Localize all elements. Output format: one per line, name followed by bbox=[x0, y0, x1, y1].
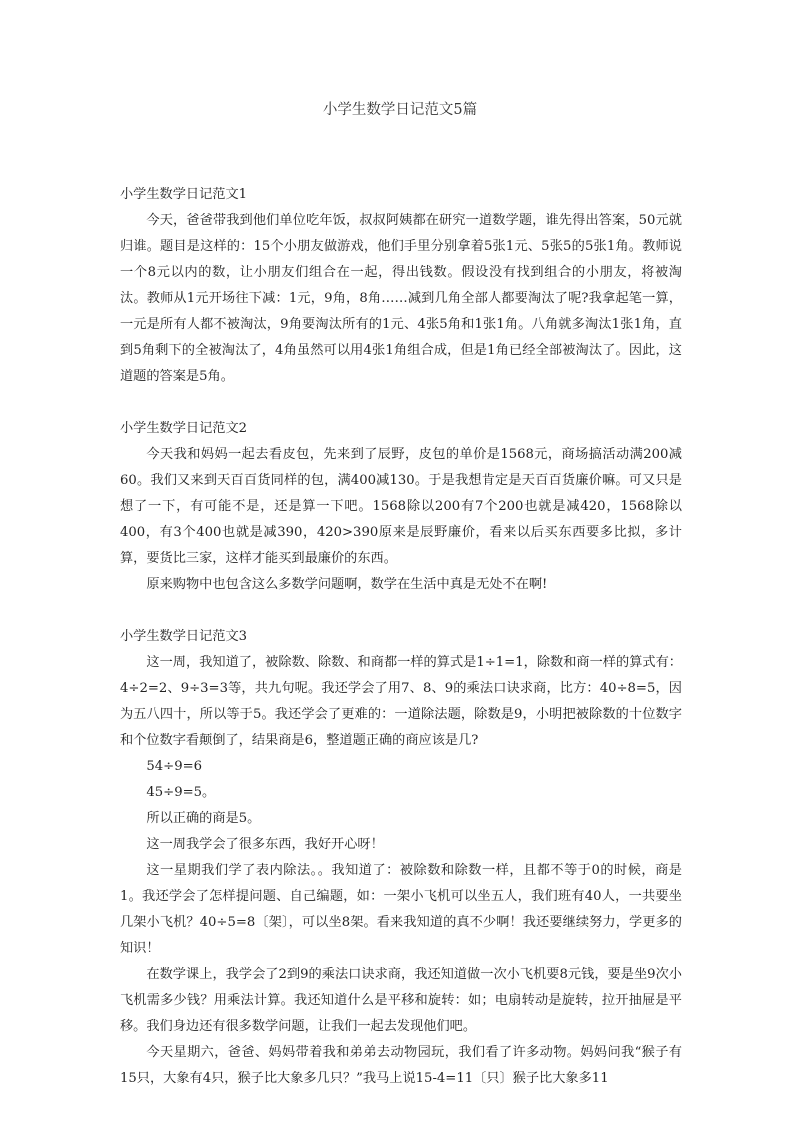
paragraph: 所以正确的商是5。 bbox=[146, 811, 261, 826]
paragraph: 这一周我学会了很多东西，我好开心呀！ bbox=[146, 837, 384, 852]
equation-line: 45÷9=5。 bbox=[146, 785, 216, 800]
paragraph: 今天星期六，爸爸、妈妈带着我和弟弟去动物园玩，我们看了许多动物。妈妈问我“猴子有15只，大象有4只，猴子比大象多几只？”我马上说15-4=11〔只〕猴子比大象多11 bbox=[120, 1045, 682, 1086]
paragraph: 今天，爸爸带我到他们单位吃年饭，叔叔阿姨都在研究一道数学题，谁先得出答案，50元就归谁。题目是这样的：15个小朋友做游戏，他们手里分别拿着5张1元、5张5的5张1角。教师说一个8元以内的数，让小朋友们组合在一起，得出钱数。假设没有找到组合的小朋友，将被淘汰。教师从1元开场往下减：1元，9角，8角……减到几角全部人都要淘汰了呢?我拿起笔一算，一元是所有人都不被淘汰，9角要淘汰所有的1元、4张5角和1张1角。八角就多淘汰1张1角，直到5角剩下的全被淘汰了，4角虽然可以用4张1角组合成，但是1角已经全部被淘汰了。因此，这道题的答案是5角。 bbox=[120, 213, 682, 384]
paragraph: 这一星期我们学了表内除法。。我知道了：被除数和除数一样，且都不等于0的时候，商是1。我还学会了怎样提问题、自己编题，如：一架小飞机可以坐五人，我们班有40人，一共要坐几架小飞机？40÷5=8〔架〕，可以坐8架。看来我知道的真不少啊！我还要继续努力，学更多的知识！ bbox=[120, 863, 682, 956]
section-1 bbox=[120, 182, 682, 390]
section-spacer bbox=[120, 390, 682, 416]
section-heading: 小学生数学日记范文1 bbox=[120, 187, 248, 202]
section-2 bbox=[120, 416, 682, 598]
equation-line: 54÷9=6 bbox=[146, 759, 203, 774]
document-title: 小学生数学日记范文5篇 bbox=[322, 102, 478, 118]
document-body bbox=[120, 182, 682, 1092]
section-heading: 小学生数学日记范文3 bbox=[120, 629, 248, 644]
paragraph: 今天我和妈妈一起去看皮包，先来到了辰野，皮包的单价是1568元，商场搞活动满200减60。我们又来到天百百货同样的包，满400减130。于是我想肯定是天百百货廉价嘛。可又只是想了一下，有可能不是，还是算一下吧。1568除以200有7个200也就是减420，1568除以400，有3个400也就是减390，420>390原来是辰野廉价，看来以后买东西要多比拟，多计算，要货比三家，这样才能买到最廉价的东西。 bbox=[120, 447, 682, 566]
paragraph: 这一周，我知道了，被除数、除数、和商都一样的算式是1÷1=1，除数和商一样的算式有：4÷2=2、9÷3=3等，共九句呢。我还学会了用7、8、9的乘法口诀求商，比方：40÷8=5，因为五八四十，所以等于5。我还学会了更难的：一道除法题，除数是9，小明把被除数的十位数字和个位数字看颠倒了，结果商是6，整道题正确的商应该是几? bbox=[120, 655, 682, 748]
section-spacer bbox=[120, 598, 682, 624]
paragraph: 原来购物中也包含这么多数学问题啊，数学在生活中真是无处不在啊! bbox=[146, 577, 548, 592]
section-heading: 小学生数学日记范文2 bbox=[120, 421, 248, 436]
paragraph: 在数学课上，我学会了2到9的乘法口诀求商，我还知道做一次小飞机要8元钱，要是坐9次小飞机需多少钱？用乘法计算。我还知道什么是平移和旋转：如；电扇转动是旋转，拉开抽屉是平移。我们身边还有很多数学问题，让我们一起去发现他们吧。 bbox=[120, 967, 682, 1034]
section-3 bbox=[120, 624, 682, 1092]
